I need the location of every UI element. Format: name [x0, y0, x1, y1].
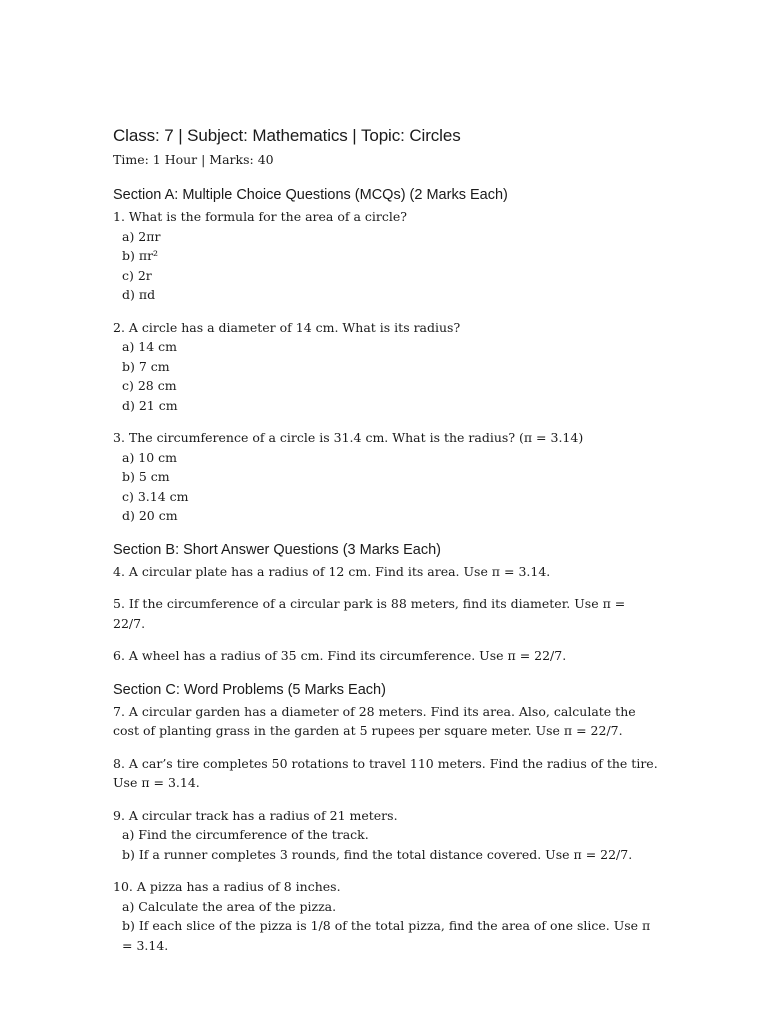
option-a: a) 2πr — [122, 228, 161, 244]
subpart-a: a) Find the circumference of the track. — [122, 827, 369, 842]
option-list — [113, 448, 658, 526]
question-10 — [113, 877, 658, 955]
section-b-heading: Section B: Short Answer Questions (3 Marks Each) — [113, 541, 441, 558]
question-2 — [113, 318, 658, 416]
option-b: b) πr² — [122, 248, 159, 263]
question-text: 7. A circular garden has a diameter of 28 meters. Find its area. Also, calculate the cost of planting grass in the garden at 5 rupees per square meter. Use π = 22/7. — [113, 703, 636, 738]
option-c: c) 2r — [122, 267, 152, 283]
option-c: c) 3.14 cm — [122, 488, 189, 504]
option-b: b) 5 cm — [122, 469, 170, 484]
subpart-list — [113, 897, 658, 956]
worksheet-page — [113, 124, 658, 955]
subpart-b: b) If a runner completes 3 rounds, find the total distance covered. Use π = 22/7. — [122, 846, 633, 862]
subpart-b: b) If each slice of the pizza is 1/8 of the total pizza, find the area of one slice. Use π = 3.14. — [122, 918, 651, 953]
option-list — [113, 227, 658, 305]
question-text: 3. The circumference of a circle is 31.4 cm. What is the radius? (π = 3.14) — [113, 430, 584, 445]
section-c-heading: Section C: Word Problems (5 Marks Each) — [113, 681, 386, 698]
subpart-list — [113, 825, 658, 864]
option-b: b) 7 cm — [122, 358, 170, 374]
question-9 — [113, 806, 658, 865]
question-text: 8. A car’s tire completes 50 rotations to travel 110 meters. Find the radius of the tire. Use π = 3.14. — [113, 755, 658, 790]
question-3 — [113, 428, 658, 526]
question-text: 5. If the circumference of a circular park is 88 meters, find its diameter. Use π = 22/7. — [113, 596, 626, 631]
option-d: d) 20 cm — [122, 508, 178, 523]
worksheet-title: Class: 7 | Subject: Mathematics | Topic: Circles — [113, 126, 461, 145]
question-7 — [113, 702, 658, 741]
question-text: 10. A pizza has a radius of 8 inches. — [113, 879, 341, 894]
question-text: 4. A circular plate has a radius of 12 cm. Find its area. Use π = 3.14. — [113, 563, 551, 579]
question-text: 1. What is the formula for the area of a circle? — [113, 209, 407, 224]
option-c: c) 28 cm — [122, 378, 177, 393]
question-8 — [113, 754, 658, 793]
question-text: 9. A circular track has a radius of 21 meters. — [113, 807, 398, 823]
question-text: 2. A circle has a diameter of 14 cm. What is its radius? — [113, 319, 461, 335]
question-4 — [113, 562, 658, 582]
question-1 — [113, 207, 658, 305]
option-a: a) 10 cm — [122, 449, 178, 465]
question-6 — [113, 646, 658, 666]
question-text: 6. A wheel has a radius of 35 cm. Find its circumference. Use π = 22/7. — [113, 648, 567, 663]
option-d: d) 21 cm — [122, 397, 178, 413]
section-a-heading: Section A: Multiple Choice Questions (MCQs) (2 Marks Each) — [113, 187, 508, 203]
option-a: a) 14 cm — [122, 339, 178, 354]
option-list — [113, 337, 658, 415]
subpart-a: a) Calculate the area of the pizza. — [122, 898, 337, 914]
question-5 — [113, 594, 658, 633]
time-marks-line: Time: 1 Hour | Marks: 40 — [113, 152, 274, 167]
option-d: d) πd — [122, 287, 156, 302]
